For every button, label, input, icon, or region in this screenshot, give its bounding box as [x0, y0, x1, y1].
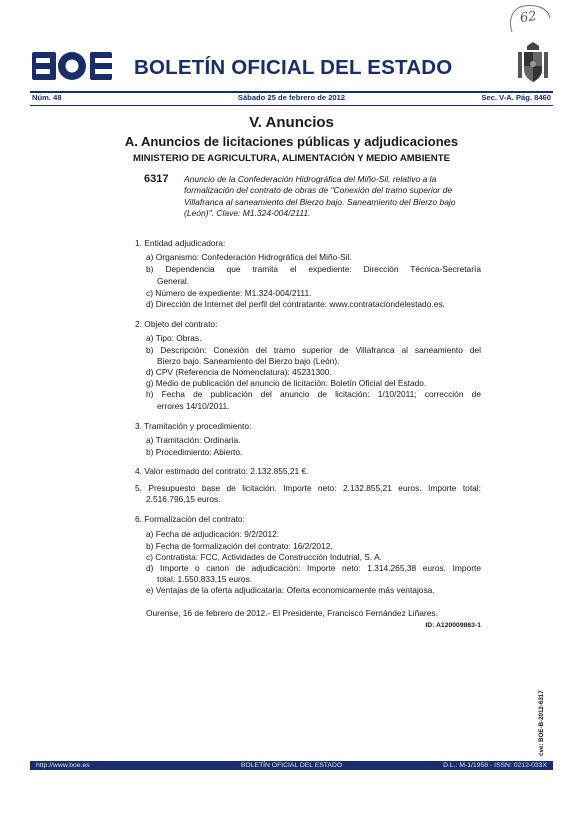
item-heading: 5. Presupuesto base de licitación. Importe neto: 2.132.855,21 euros. Importe total:	[135, 483, 481, 493]
section-page: Sec. V-A. Pág. 8460	[481, 93, 551, 102]
footer-title: BOLETÍN OFICIAL DEL ESTADO	[240, 762, 343, 769]
list-item-continuation: total: 1.550.833,15 euros.	[157, 574, 252, 584]
list-item: c) Número de expediente: M1.324-004/2111.	[146, 288, 312, 298]
list-item: a) Tipo: Obras.	[146, 333, 202, 343]
list-item: e) Ventajas de la oferta adjudicataria: Oferta economicamente más ventajosa.	[146, 585, 435, 595]
item-heading: 3. Tramitación y procedimiento:	[135, 421, 252, 431]
list-item: c) Contratista: FCC, Actividades de Construcción Indutrial, S. A.	[146, 552, 382, 562]
list-item: g) Medio de publicación del anuncio de licitación: Boletín Oficial del Estado.	[146, 378, 427, 388]
boe-logo	[32, 50, 114, 82]
section-title: V. Anuncios	[249, 114, 334, 131]
list-item-continuation: 2.516.796,15 euros.	[146, 494, 221, 504]
cve-code	[528, 680, 545, 770]
item-heading: 1. Entidad adjudicadora:	[135, 238, 226, 248]
issue-number: Núm. 48	[32, 93, 62, 102]
footer-legal: D.L.: M-1/1958 - ISSN: 0212-033X	[443, 762, 547, 769]
coat-of-arms-icon	[516, 42, 550, 86]
announcement-title-line: Anuncio de la Confederación Hidrográfica del Miño-Sil, relativo a la	[184, 174, 437, 184]
footer-url[interactable]: http://www.boe.es	[36, 762, 90, 769]
announcement-title-line: formalización del contrato de obras de "Conexión del tramo superior de	[184, 185, 453, 196]
list-item-continuation: Bierzo bajo. Saneamiento del Bierzo bajo (León).	[157, 356, 340, 366]
signoff: Ourense, 16 de febrero de 2012.- El Presidente, Francisco Fernández Liñares.	[146, 608, 438, 618]
list-item: b) Descripción: Conexión del tramo superior de Villafranca al saneamiento del	[146, 345, 481, 355]
gazette-title: BOLETÍN OFICIAL DEL ESTADO	[134, 56, 453, 79]
list-item: d) Importe o canon de adjudicación: Importe neto: 1.314.265,38 euros. Importe	[146, 563, 481, 573]
list-item: b) Fecha de formalización del contrato: 16/2/2012.	[146, 541, 333, 551]
item-heading: 2. Objeto del contrato:	[135, 319, 218, 329]
list-item: b) Procedimiento: Abierto.	[146, 447, 243, 457]
list-item: b) Dependencia que tramita el expediente: Dirección Técnica-Secretaría	[146, 264, 481, 274]
list-item-continuation: errores 14/10/2011.	[157, 401, 230, 411]
announcement-title	[184, 174, 484, 219]
subsection-title: A. Anuncios de licitaciones públicas y adjudicaciones	[124, 134, 459, 149]
list-item: d) CPV (Referencia de Nomenclatura): 45231300.	[146, 367, 332, 377]
announcement-title-line: Villafranca al saneamiento del Bierzo bajo. Saneamiento del Bierzo bajo	[184, 196, 456, 207]
list-item: a) Tramitación: Ordinaria.	[146, 435, 241, 445]
list-item: h) Fecha de publicación del anuncio de licitación: 1/10/2011; corrección de	[146, 389, 481, 399]
item-heading: 6. Formalización del contrato:	[135, 514, 245, 524]
ministry-heading: MINISTERIO DE AGRICULTURA, ALIMENTACIÓN Y MEDIO AMBIENTE	[133, 153, 450, 164]
document-id: ID: A120009863-1	[425, 622, 481, 629]
announcement-title-line: (León)". Clave: M1.324-004/2111.	[184, 207, 311, 218]
cve-text: cve: BOE-B-2012-6317	[538, 690, 545, 756]
handwritten-note: 62	[506, 4, 552, 34]
item-heading: 4. Valor estimado del contrato: 2.132.855,21 €.	[135, 466, 309, 476]
list-item: a) Organismo: Confederación Hidrográfica del Miño-Sil.	[146, 252, 352, 262]
header-subrule	[30, 105, 553, 106]
issue-date: Sábado 25 de febrero de 2012	[237, 93, 346, 102]
list-item: a) Fecha de adjudicación: 9/2/2012.	[146, 529, 280, 539]
list-item: d) Dirección de Internet del perfil del contratante: www.contrataciondelestado.es.	[146, 299, 445, 309]
list-item-continuation: General.	[157, 276, 190, 286]
announcement-number: 6317	[144, 173, 169, 185]
